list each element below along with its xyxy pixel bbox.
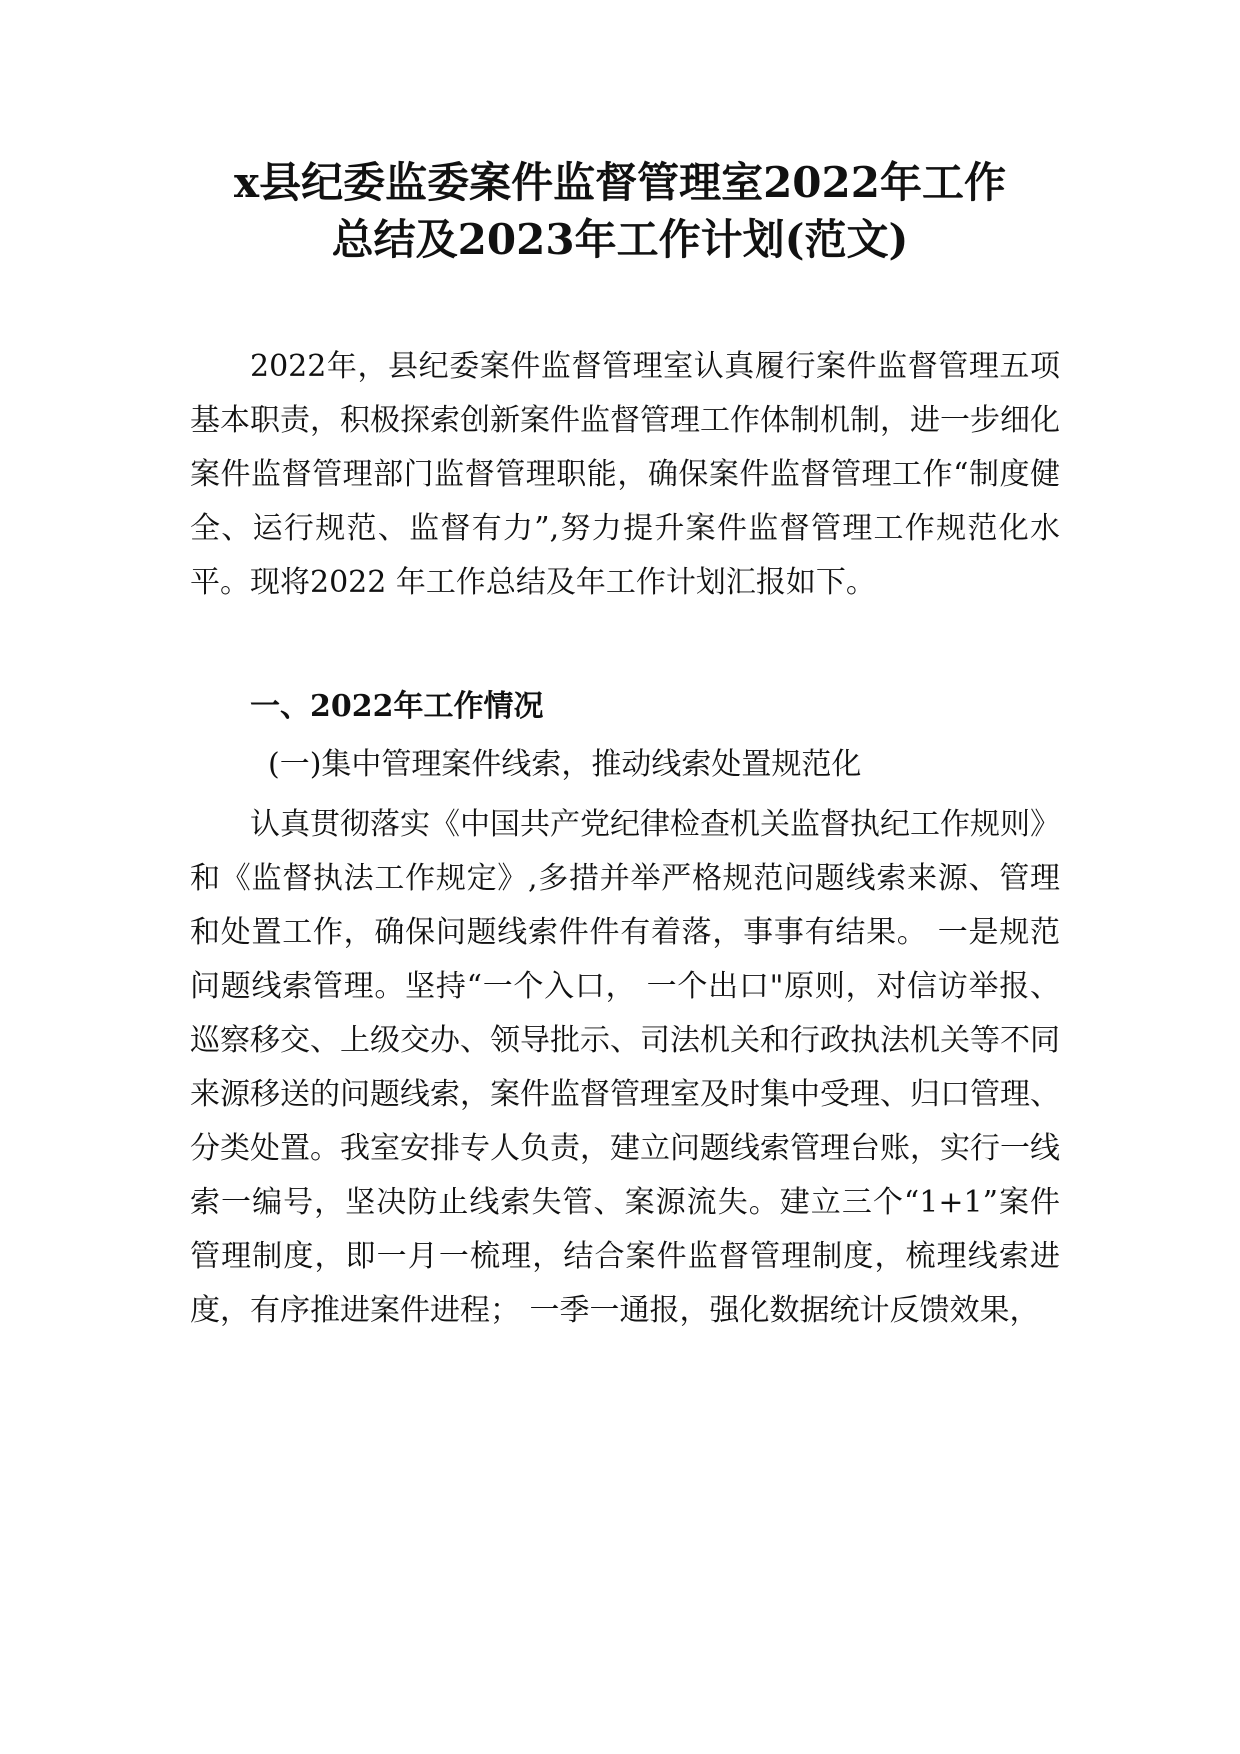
subsection-heading-1: (一)集中管理案件线索，推动线索处置规范化 [268,747,862,782]
document-title-line-2: 总结及2023年工作计划(范文) [331,215,909,264]
section-heading-1: 一、2022年工作情况 [250,689,544,724]
subsection-1-paragraph: 认真贯彻落实《中国共产党纪律检查机关监督执纪工作规则》和《监督执法工作规定》,多措并举严格规范问题线索来源、管理和处置工作，确保问题线索件件有着落，事事有结果。 一是规范问题线索管理。坚持“一个入口， 一个出口"原则，对信访举报、巡察移交、上级交办、领导批示、司法机关和行政执法机关等不同来源移送的问题线索，案件监督管理室及时集中受理、归口管理、分类处置。我室安排专人负责，建立问题线索管理台账，实行一线索一编号，坚决防止线索失管、案源流失。建立三个“1+1”案件管理制度，即一月一梳理，结合案件监督管理制度，梳理线索进度，有序推进案件进程； 一季一通报，强化数据统计反馈效果， [190,807,1060,1328]
intro-paragraph: 2022年，县纪委案件监督管理室认真履行案件监督管理五项基本职责，积极探索创新案件监督管理工作体制机制，进一步细化案件监督管理部门监督管理职能，确保案件监督管理工作“制度健全、运行规范、监督有力”,努力提升案件监督管理工作规范化水平。现将2022 年工作总结及年工作计划汇报如下。 [190,349,1060,600]
document-title-line-1: x县纪委监委案件监督管理室2022年工作 [234,158,1006,207]
